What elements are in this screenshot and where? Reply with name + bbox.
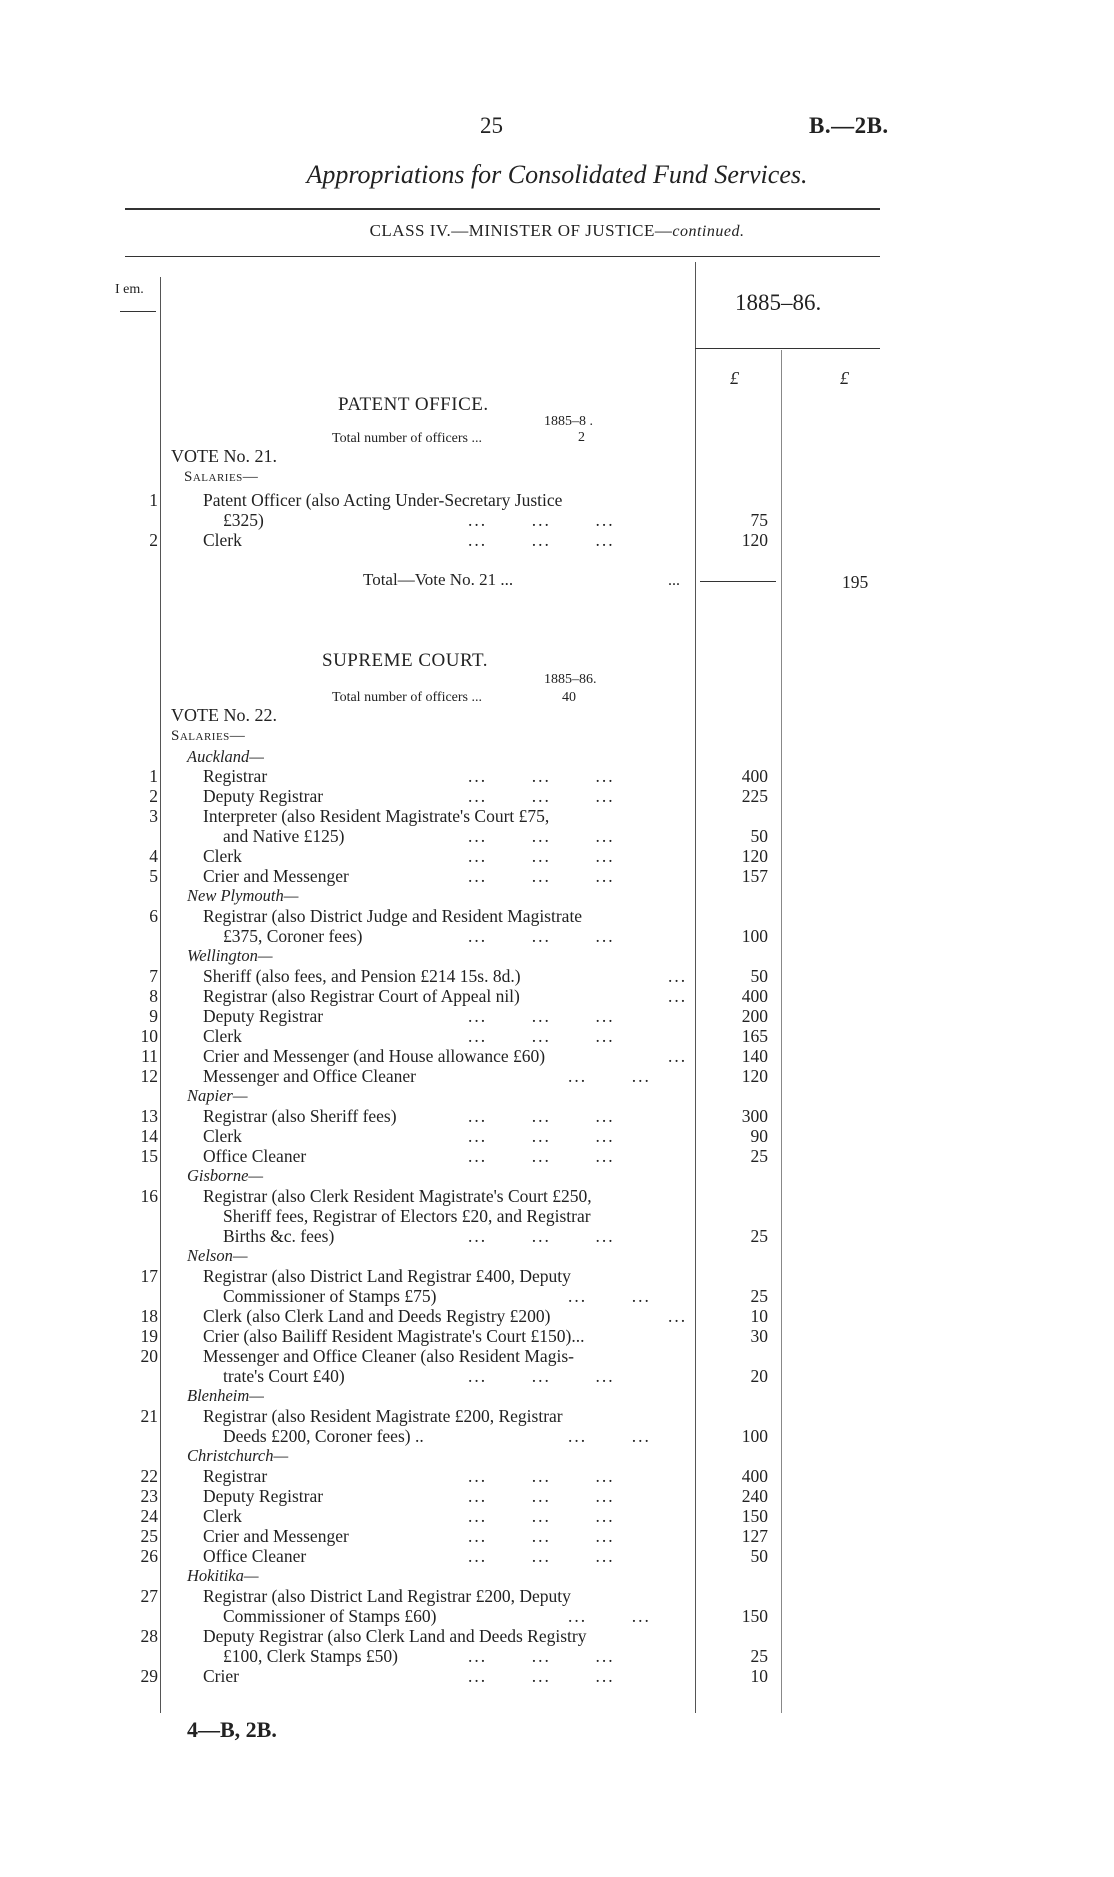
table-row: 6 Registrar (also District Judge and Resident Magistrate [149, 906, 583, 926]
table-row: 21 Registrar (also Resident Magistrate £200, Registrar [140, 1406, 563, 1426]
supreme-year: 1885–86. [544, 672, 597, 687]
table-row: 2 Clerk ... ... ... 120 [149, 530, 768, 550]
table-row: 13 Registrar (also Sheriff fees) ... ... ... 300 [140, 1106, 768, 1126]
region-nelson: Nelson— [187, 1246, 248, 1265]
pound-header-1: £ [730, 368, 739, 388]
patent-year: 1885–8 . [544, 414, 593, 429]
salaries-heading: Salaries— [184, 469, 259, 485]
region-hokitika: Hokitika— [187, 1566, 259, 1585]
table-row: 12 Messenger and Office Cleaner ... ... 120 [140, 1066, 768, 1086]
total-vote-21-amount: 195 [842, 572, 869, 592]
table-row: 28 Deputy Registrar (also Clerk Land and Deeds Registry [140, 1626, 587, 1646]
title-rule [125, 208, 880, 210]
vote-21: VOTE No. 21. [171, 446, 277, 466]
item-rule [120, 311, 156, 312]
table-row: 20 Messenger and Office Cleaner (also Resident Magis- [140, 1346, 574, 1366]
footer-signature: 4—B, 2B. [187, 1717, 277, 1742]
table-row: 7 Sheriff (also fees, and Pension £214 15s. 8d.) ... 50 [149, 966, 768, 986]
item-header: I em. [115, 282, 144, 297]
table-row: 18 Clerk (also Clerk Land and Deeds Registry £200) ... 10 [140, 1306, 768, 1326]
table-row: Commissioner of Stamps £60) ... ... 150 [223, 1606, 768, 1626]
table-row: £325) ... ... ... 75 [223, 510, 768, 530]
table-row: 2 Deputy Registrar ... ... ... 225 [149, 786, 768, 806]
table-row: £375, Coroner fees) ... ... ... 100 [223, 926, 768, 946]
region-christchurch: Christchurch— [187, 1446, 289, 1465]
table-row: Deeds £200, Coroner fees) .. ... ... 100 [223, 1426, 768, 1446]
document-reference: B.—2B. [809, 113, 889, 138]
region-napier: Napier— [187, 1086, 248, 1105]
table-row: trate's Court £40) ... ... ... 20 [223, 1366, 768, 1386]
table-row: Births &c. fees) ... ... ... 25 [223, 1226, 768, 1246]
supreme-court-title: SUPREME COURT. [322, 650, 488, 671]
supreme-officers-label: Total number of officers ... [332, 690, 482, 705]
table-row: 16 Registrar (also Clerk Resident Magistrate's Court £250, [140, 1186, 592, 1206]
region-blenheim: Blenheim— [187, 1386, 264, 1405]
class-title: CLASS IV.—MINISTER OF JUSTICE—continued. [369, 221, 745, 240]
subtotal-rule [700, 581, 776, 582]
vote-22: VOTE No. 22. [171, 705, 277, 725]
table-row: 17 Registrar (also District Land Registrar £400, Deputy [140, 1266, 571, 1286]
table-row: 1 Patent Officer (also Acting Under-Secretary Justice [149, 490, 563, 510]
region-gisborne: Gisborne— [187, 1166, 264, 1185]
table-row: 1 Registrar ... ... ... 400 [149, 766, 768, 786]
year-rule [695, 348, 880, 349]
patent-office-title: PATENT OFFICE. [338, 394, 489, 415]
year-header: 1885–86. [735, 290, 822, 315]
table-row: 11 Crier and Messenger (and House allowance £60) ... 140 [141, 1046, 768, 1066]
table-row: 9 Deputy Registrar ... ... ... 200 [149, 1006, 768, 1026]
table-row: 15 Office Cleaner ... ... ... 25 [140, 1146, 768, 1166]
table-row: 5 Crier and Messenger ... ... ... 157 [149, 866, 768, 886]
supreme-officers-count: 40 [562, 690, 576, 705]
table-row: 14 Clerk ... ... ... 90 [140, 1126, 768, 1146]
region-auckland: Auckland— [187, 747, 264, 766]
table-row: 27 Registrar (also District Land Registrar £200, Deputy [140, 1586, 571, 1606]
table-row: and Native £125) ... ... ... 50 [223, 826, 768, 846]
table-row: 10 Clerk ... ... ... 165 [140, 1026, 768, 1046]
table-row: £100, Clerk Stamps £50) ... ... ... 25 [223, 1646, 768, 1666]
region-new-plymouth: New Plymouth— [187, 886, 299, 905]
salaries-heading: Salaries— [171, 728, 246, 744]
total-vote-21-label: Total—Vote No. 21 ... [363, 570, 514, 589]
pound-header-2: £ [840, 368, 849, 388]
table-row: Sheriff fees, Registrar of Electors £20, and Registrar [223, 1206, 591, 1226]
table-row: 19 Crier (also Bailiff Resident Magistrate's Court £150)... 30 [140, 1326, 768, 1346]
table-row: 24 Clerk ... ... ... 150 [140, 1506, 768, 1526]
header-rule [125, 256, 880, 257]
table-row: 8 Registrar (also Registrar Court of Appeal nil) ... 400 [149, 986, 768, 1006]
table-row: 26 Office Cleaner ... ... ... 50 [140, 1546, 768, 1566]
region-wellington: Wellington— [187, 946, 273, 965]
page-number: 25 [480, 113, 503, 138]
page-title: Appropriations for Consolidated Fund Services. [306, 160, 808, 189]
table-row: 29 Crier ... ... ... 10 [140, 1666, 768, 1686]
table-row: 4 Clerk ... ... ... 120 [149, 846, 768, 866]
table-row: 23 Deputy Registrar ... ... ... 240 [140, 1486, 768, 1506]
patent-officers-label: Total number of officers ... [332, 431, 482, 446]
table-row: Commissioner of Stamps £75) ... ... 25 [223, 1286, 768, 1306]
table-row: 3 Interpreter (also Resident Magistrate's Court £75, [149, 806, 550, 826]
table-row: 22 Registrar ... ... ... 400 [140, 1466, 768, 1486]
patent-officers-count: 2 [578, 430, 585, 445]
table-row: 25 Crier and Messenger ... ... ... 127 [140, 1526, 768, 1546]
